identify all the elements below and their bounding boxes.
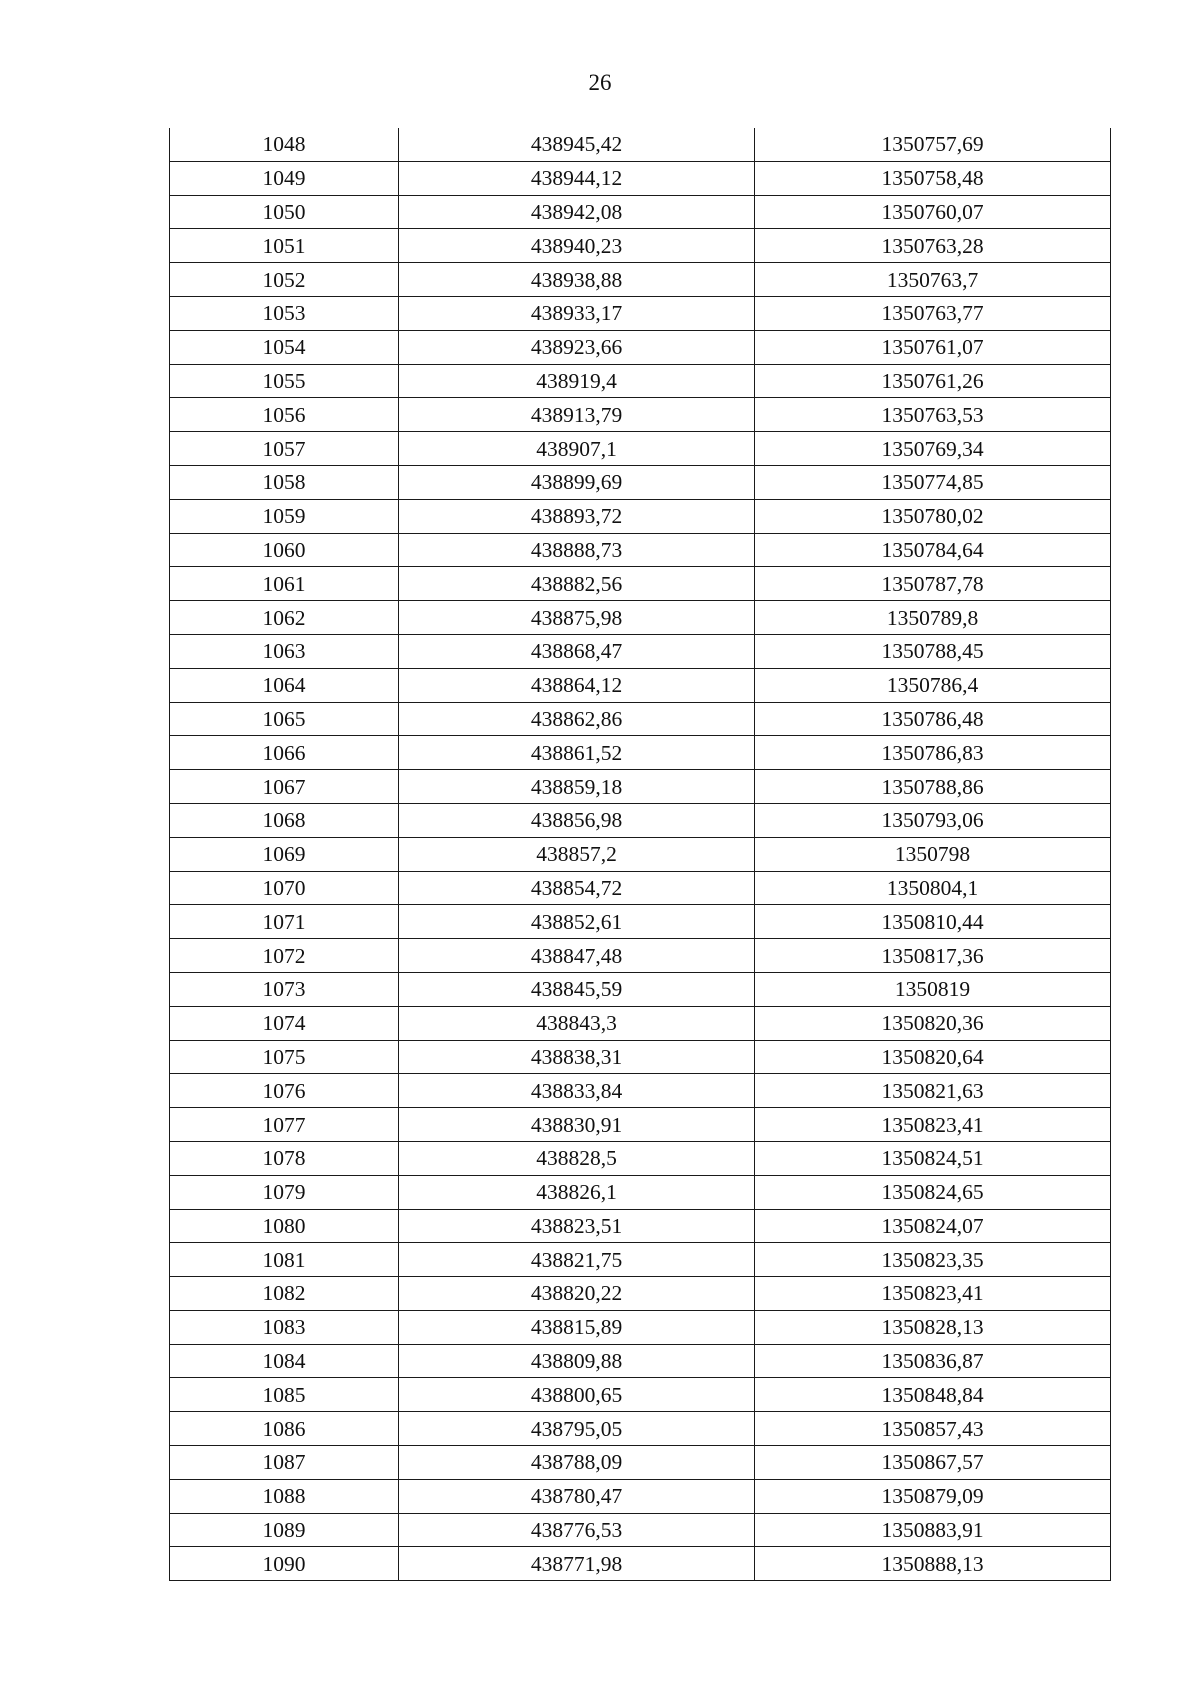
x-coordinate-cell: 438875,98 [399,601,755,635]
y-coordinate-cell: 1350784,64 [755,533,1111,567]
table-row [170,296,1111,330]
x-coordinate-cell: 438776,53 [399,1513,755,1547]
point-number-cell: 1070 [170,871,399,905]
point-number-cell: 1064 [170,668,399,702]
x-coordinate-cell: 438857,2 [399,837,755,871]
y-coordinate-cell: 1350824,65 [755,1175,1111,1209]
table-row [170,1243,1111,1277]
table-row [170,905,1111,939]
y-coordinate-cell: 1350828,13 [755,1310,1111,1344]
x-coordinate-cell: 438815,89 [399,1310,755,1344]
point-number-cell: 1086 [170,1412,399,1446]
y-coordinate-cell: 1350787,78 [755,567,1111,601]
table-row [170,499,1111,533]
y-coordinate-cell: 1350763,77 [755,296,1111,330]
point-number-cell: 1054 [170,330,399,364]
coordinates-table-body [170,128,1111,1581]
x-coordinate-cell: 438859,18 [399,770,755,804]
point-number-cell: 1055 [170,364,399,398]
y-coordinate-cell: 1350763,28 [755,229,1111,263]
x-coordinate-cell: 438788,09 [399,1446,755,1480]
point-number-cell: 1062 [170,601,399,635]
point-number-cell: 1074 [170,1006,399,1040]
x-coordinate-cell: 438944,12 [399,161,755,195]
table-row [170,1108,1111,1142]
point-number-cell: 1068 [170,803,399,837]
table-row [170,601,1111,635]
x-coordinate-cell: 438888,73 [399,533,755,567]
x-coordinate-cell: 438942,08 [399,195,755,229]
x-coordinate-cell: 438913,79 [399,398,755,432]
x-coordinate-cell: 438830,91 [399,1108,755,1142]
table-row [170,1141,1111,1175]
table-row [170,702,1111,736]
x-coordinate-cell: 438833,84 [399,1074,755,1108]
y-coordinate-cell: 1350817,36 [755,939,1111,973]
table-row [170,1344,1111,1378]
y-coordinate-cell: 1350757,69 [755,128,1111,161]
x-coordinate-cell: 438809,88 [399,1344,755,1378]
x-coordinate-cell: 438868,47 [399,634,755,668]
point-number-cell: 1090 [170,1547,399,1581]
y-coordinate-cell: 1350758,48 [755,161,1111,195]
y-coordinate-cell: 1350786,4 [755,668,1111,702]
x-coordinate-cell: 438821,75 [399,1243,755,1277]
y-coordinate-cell: 1350879,09 [755,1479,1111,1513]
point-number-cell: 1071 [170,905,399,939]
point-number-cell: 1052 [170,263,399,297]
x-coordinate-cell: 438828,5 [399,1141,755,1175]
table-row [170,1074,1111,1108]
y-coordinate-cell: 1350804,1 [755,871,1111,905]
table-row [170,871,1111,905]
point-number-cell: 1079 [170,1175,399,1209]
x-coordinate-cell: 438940,23 [399,229,755,263]
point-number-cell: 1066 [170,736,399,770]
x-coordinate-cell: 438864,12 [399,668,755,702]
point-number-cell: 1069 [170,837,399,871]
table-row [170,1446,1111,1480]
y-coordinate-cell: 1350761,07 [755,330,1111,364]
x-coordinate-cell: 438847,48 [399,939,755,973]
point-number-cell: 1088 [170,1479,399,1513]
point-number-cell: 1078 [170,1141,399,1175]
table-row [170,128,1111,161]
x-coordinate-cell: 438771,98 [399,1547,755,1581]
x-coordinate-cell: 438780,47 [399,1479,755,1513]
y-coordinate-cell: 1350823,35 [755,1243,1111,1277]
table-row [170,465,1111,499]
x-coordinate-cell: 438826,1 [399,1175,755,1209]
x-coordinate-cell: 438933,17 [399,296,755,330]
point-number-cell: 1057 [170,432,399,466]
y-coordinate-cell: 1350793,06 [755,803,1111,837]
table-row [170,939,1111,973]
point-number-cell: 1059 [170,499,399,533]
x-coordinate-cell: 438820,22 [399,1277,755,1311]
x-coordinate-cell: 438945,42 [399,128,755,161]
y-coordinate-cell: 1350821,63 [755,1074,1111,1108]
point-number-cell: 1061 [170,567,399,601]
x-coordinate-cell: 438845,59 [399,972,755,1006]
table-row [170,161,1111,195]
table-row [170,432,1111,466]
x-coordinate-cell: 438893,72 [399,499,755,533]
table-row [170,263,1111,297]
y-coordinate-cell: 1350836,87 [755,1344,1111,1378]
table-row [170,1479,1111,1513]
y-coordinate-cell: 1350824,07 [755,1209,1111,1243]
table-row [170,533,1111,567]
x-coordinate-cell: 438861,52 [399,736,755,770]
y-coordinate-cell: 1350786,83 [755,736,1111,770]
x-coordinate-cell: 438795,05 [399,1412,755,1446]
point-number-cell: 1060 [170,533,399,567]
x-coordinate-cell: 438899,69 [399,465,755,499]
x-coordinate-cell: 438854,72 [399,871,755,905]
point-number-cell: 1083 [170,1310,399,1344]
table-row [170,195,1111,229]
y-coordinate-cell: 1350810,44 [755,905,1111,939]
y-coordinate-cell: 1350823,41 [755,1108,1111,1142]
point-number-cell: 1080 [170,1209,399,1243]
table-row [170,1513,1111,1547]
table-row [170,634,1111,668]
x-coordinate-cell: 438938,88 [399,263,755,297]
y-coordinate-cell: 1350819 [755,972,1111,1006]
table-row [170,1006,1111,1040]
table-row [170,1378,1111,1412]
y-coordinate-cell: 1350857,43 [755,1412,1111,1446]
table-row [170,1209,1111,1243]
x-coordinate-cell: 438882,56 [399,567,755,601]
y-coordinate-cell: 1350780,02 [755,499,1111,533]
table-row [170,803,1111,837]
point-number-cell: 1089 [170,1513,399,1547]
point-number-cell: 1065 [170,702,399,736]
y-coordinate-cell: 1350788,86 [755,770,1111,804]
x-coordinate-cell: 438823,51 [399,1209,755,1243]
x-coordinate-cell: 438856,98 [399,803,755,837]
y-coordinate-cell: 1350760,07 [755,195,1111,229]
y-coordinate-cell: 1350883,91 [755,1513,1111,1547]
point-number-cell: 1077 [170,1108,399,1142]
point-number-cell: 1075 [170,1040,399,1074]
x-coordinate-cell: 438919,4 [399,364,755,398]
table-row [170,1040,1111,1074]
x-coordinate-cell: 438923,66 [399,330,755,364]
point-number-cell: 1085 [170,1378,399,1412]
table-row [170,972,1111,1006]
x-coordinate-cell: 438852,61 [399,905,755,939]
y-coordinate-cell: 1350761,26 [755,364,1111,398]
y-coordinate-cell: 1350763,53 [755,398,1111,432]
x-coordinate-cell: 438862,86 [399,702,755,736]
point-number-cell: 1073 [170,972,399,1006]
point-number-cell: 1087 [170,1446,399,1480]
y-coordinate-cell: 1350820,36 [755,1006,1111,1040]
x-coordinate-cell: 438800,65 [399,1378,755,1412]
page-number: 26 [588,70,612,95]
table-row [170,668,1111,702]
table-row [170,1547,1111,1581]
point-number-cell: 1082 [170,1277,399,1311]
table-row [170,1175,1111,1209]
table-row [170,1310,1111,1344]
y-coordinate-cell: 1350789,8 [755,601,1111,635]
x-coordinate-cell: 438838,31 [399,1040,755,1074]
point-number-cell: 1063 [170,634,399,668]
y-coordinate-cell: 1350867,57 [755,1446,1111,1480]
x-coordinate-cell: 438907,1 [399,432,755,466]
table-row [170,1277,1111,1311]
table-row [170,770,1111,804]
point-number-cell: 1053 [170,296,399,330]
x-coordinate-cell: 438843,3 [399,1006,755,1040]
table-row [170,837,1111,871]
point-number-cell: 1076 [170,1074,399,1108]
y-coordinate-cell: 1350763,7 [755,263,1111,297]
y-coordinate-cell: 1350769,34 [755,432,1111,466]
y-coordinate-cell: 1350820,64 [755,1040,1111,1074]
point-number-cell: 1081 [170,1243,399,1277]
y-coordinate-cell: 1350774,85 [755,465,1111,499]
y-coordinate-cell: 1350848,84 [755,1378,1111,1412]
point-number-cell: 1072 [170,939,399,973]
point-number-cell: 1048 [170,128,399,161]
table-row [170,1412,1111,1446]
y-coordinate-cell: 1350888,13 [755,1547,1111,1581]
y-coordinate-cell: 1350798 [755,837,1111,871]
point-number-cell: 1050 [170,195,399,229]
table-row [170,330,1111,364]
table-row [170,229,1111,263]
y-coordinate-cell: 1350788,45 [755,634,1111,668]
table-row [170,567,1111,601]
table-row [170,398,1111,432]
coordinates-table [169,128,1111,1581]
point-number-cell: 1067 [170,770,399,804]
point-number-cell: 1084 [170,1344,399,1378]
y-coordinate-cell: 1350786,48 [755,702,1111,736]
y-coordinate-cell: 1350823,41 [755,1277,1111,1311]
table-row [170,736,1111,770]
y-coordinate-cell: 1350824,51 [755,1141,1111,1175]
point-number-cell: 1051 [170,229,399,263]
point-number-cell: 1049 [170,161,399,195]
table-row [170,364,1111,398]
point-number-cell: 1058 [170,465,399,499]
point-number-cell: 1056 [170,398,399,432]
